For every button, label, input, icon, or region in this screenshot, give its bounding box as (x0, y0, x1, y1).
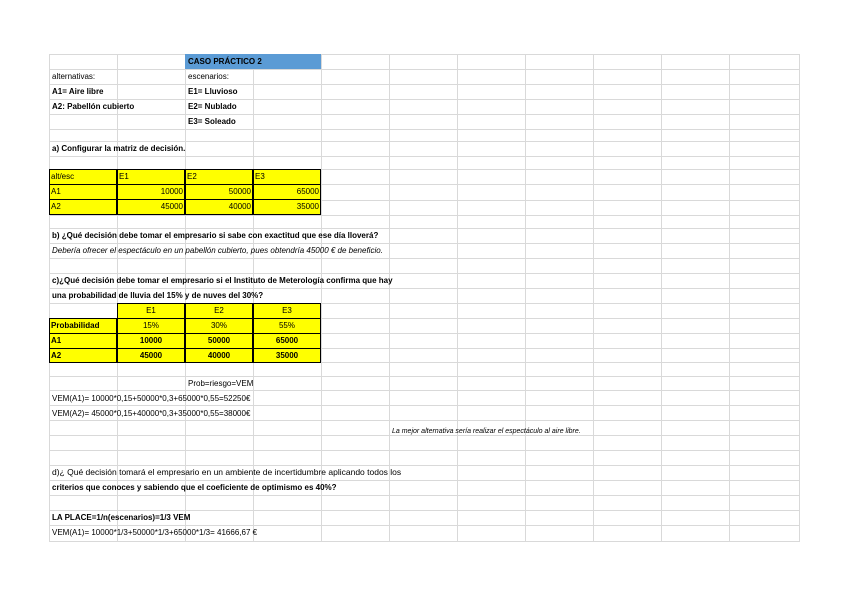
prob-table-value: 45000 (139, 351, 163, 360)
prob-value: 15% (142, 321, 159, 330)
spreadsheet-sheet (49, 54, 800, 542)
matrix-value: 40000 (228, 202, 251, 211)
vem-a1-risk: VEM(A1)= 10000*0,15+50000*0,3+65000*0,55=52250€ (52, 394, 251, 403)
scenario-e2: E2= Nublado (188, 102, 237, 111)
prob-value: 55% (278, 321, 295, 330)
grid-line (49, 129, 800, 130)
alternatives-label: alternativas: (52, 72, 96, 81)
prob-table-value: 65000 (275, 336, 299, 345)
alternative-a1: A1= Aire libre (52, 87, 104, 96)
section-c-question-line2: una probabilidad de lluvia del 15% y de nuves del 30%? (52, 291, 264, 300)
matrix-value: 35000 (296, 202, 319, 211)
grid-line (49, 114, 800, 115)
vem-a2-risk: VEM(A2)= 45000*0,15+40000*0,3+35000*0,55=38000€ (52, 409, 251, 418)
grid-line (49, 258, 800, 259)
grid-line (49, 54, 800, 55)
section-c-conclusion: La mejor alternativa sería realizar el espectáculo al aire libre. (392, 428, 581, 435)
grid-line (799, 54, 800, 542)
grid-line (49, 54, 50, 542)
grid-line (49, 495, 800, 496)
grid-line (49, 420, 800, 421)
prob-row-label: A2 (51, 351, 62, 360)
grid-line (49, 450, 800, 451)
matrix-row-label: A1 (51, 187, 61, 196)
grid-line (49, 156, 800, 157)
alternative-a2: A2: Pabellón cubierto (52, 102, 135, 111)
matrix-header: E3 (255, 172, 265, 181)
scenarios-label: escenarios: (188, 72, 229, 81)
prob-table-value: 35000 (275, 351, 299, 360)
matrix-value: 65000 (296, 187, 319, 196)
grid-line (729, 54, 730, 542)
section-b-question: b) ¿Qué decisión debe tomar el empresario si sabe con exactitud que ese día lloverá? (52, 231, 379, 240)
section-d-question-line2: criterios que conoces y sabiendo que el coeficiente de optimismo es 40%? (52, 483, 337, 492)
matrix-value: 50000 (228, 187, 251, 196)
matrix-row-label: A2 (51, 202, 61, 211)
grid-line (49, 69, 800, 70)
grid-line (457, 54, 458, 542)
grid-line (593, 54, 594, 542)
grid-line (49, 541, 800, 542)
prob-header: E1 (146, 306, 156, 315)
section-c-question-line1: c)¿Qué decisión debe tomar el empresario si el Instituto de Meterología confirma que hay (52, 276, 393, 285)
prob-table-value: 50000 (207, 336, 231, 345)
grid-line (525, 54, 526, 542)
scenario-e1: E1= Lluvioso (188, 87, 238, 96)
grid-line (661, 54, 662, 542)
matrix-header: E1 (119, 172, 129, 181)
section-d-question-line1: d)¿ Qué decisión tomará el empresario en un ambiente de incertidumbre aplicando todos los (52, 467, 402, 477)
grid-line (49, 376, 800, 377)
prob-table-value: 10000 (139, 336, 163, 345)
grid-line (49, 405, 800, 406)
matrix-value: 10000 (160, 187, 183, 196)
prob-row-label: Probabilidad (51, 321, 100, 330)
prob-row-label: A1 (51, 336, 62, 345)
grid-line (49, 99, 800, 100)
vem-a1-laplace: VEM(A1)= 10000*1/3+50000*1/3+65000*1/3= 41666,67 € (52, 528, 258, 537)
laplace-formula: LA PLACE=1/n(escenarios)=1/3 VEM (52, 513, 191, 522)
matrix-value: 45000 (160, 202, 183, 211)
formula-label: Prob=riesgo=VEM (188, 379, 254, 388)
grid-line (49, 390, 800, 391)
matrix-header: E2 (187, 172, 197, 181)
matrix-header: alt/esc (51, 172, 75, 181)
prob-table-value: 40000 (207, 351, 231, 360)
page-title: CASO PRÁCTICO 2 (188, 57, 262, 66)
grid-line (49, 215, 800, 216)
section-b-answer: Debería ofrecer el espectáculo en un pabellón cubierto, pues obtendría 45000 € de beneficio. (52, 246, 383, 255)
prob-header: E3 (282, 306, 292, 315)
grid-line (49, 84, 800, 85)
section-a-heading: a) Configurar la matriz de decisión. (52, 144, 186, 153)
scenario-e3: E3= Soleado (188, 117, 236, 126)
prob-header: E2 (214, 306, 224, 315)
prob-value: 30% (210, 321, 227, 330)
